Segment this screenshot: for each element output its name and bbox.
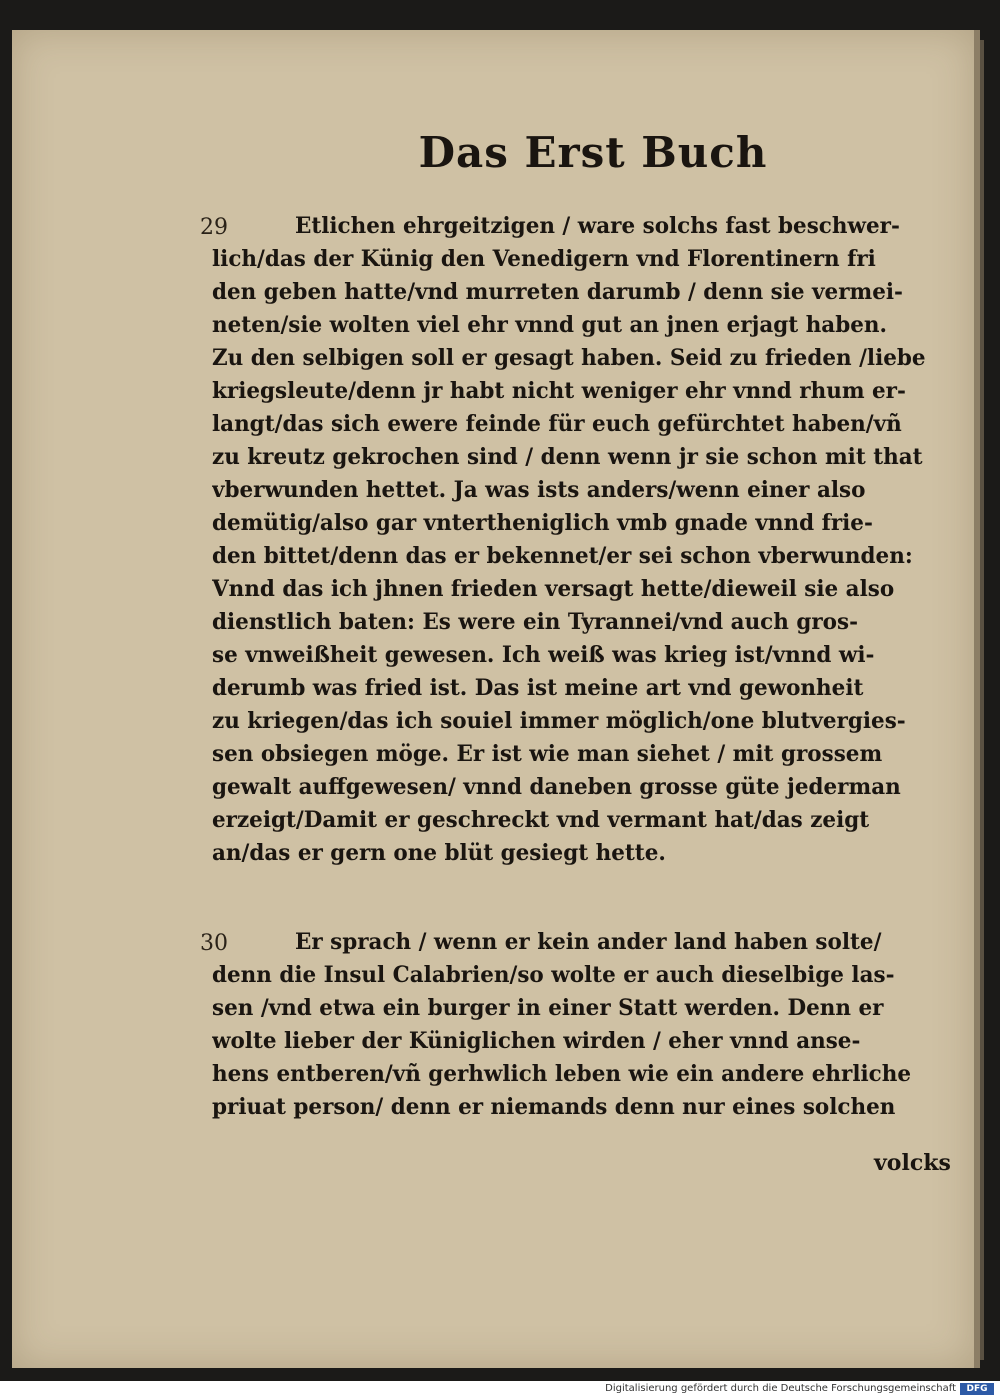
text-line: lich/das der Künig den Venedigern vnd Florentinern fri — [212, 246, 876, 272]
section-29 — [200, 210, 972, 870]
text-line: den geben hatte/vnd murreten darumb / denn sie vermei- — [212, 279, 903, 305]
catchword: volcks — [874, 1150, 951, 1176]
text-line: denn die Insul Calabrien/so wolte er auch dieselbige las- — [212, 962, 895, 988]
text-line: zu kreutz gekrochen sind / denn wenn jr sie schon mit that — [212, 444, 923, 470]
text-line: gewalt auffgewesen/ vnnd daneben grosse güte jederman — [212, 774, 901, 800]
footer-credit: Digitalisierung gefördert durch die Deutsche Forschungsgemeinschaft — [605, 1383, 956, 1394]
section-number: 30 — [200, 931, 228, 956]
text-line: wolte lieber der Küniglichen wirden / eher vnnd anse- — [212, 1028, 861, 1054]
text-line: se vnweißheit gewesen. Ich weiß was krieg ist/vnnd wi- — [212, 642, 875, 668]
page-heading: Das Erst Buch — [418, 128, 768, 177]
text-line: hens entberen/vñ gerhwlich leben wie ein andere ehrliche — [212, 1061, 912, 1087]
text-line: Er sprach / wenn er kein ander land haben solte/ — [294, 929, 882, 955]
text-line: neten/sie wolten viel ehr vnnd gut an jnen erjagt haben. — [212, 312, 887, 338]
section-30 — [200, 926, 972, 1124]
text-line: den bittet/denn das er bekennet/er sei schon vberwunden: — [212, 543, 913, 569]
text-line: demütig/also gar vntertheniglich vmb gnade vnnd frie- — [212, 510, 873, 536]
page-edge-shadow — [980, 40, 984, 1360]
text-line: an/das er gern one blüt gesiegt hette. — [212, 840, 666, 866]
text-line: dienstlich baten: Es were ein Tyrannei/vnd auch gros- — [212, 609, 858, 635]
text-line: priuat person/ denn er niemands denn nur eines solchen — [212, 1094, 896, 1120]
text-line: vberwunden hettet. Ja was ists anders/wenn einer also — [212, 477, 866, 503]
text-line: sen /vnd etwa ein burger in einer Statt werden. Denn er — [212, 995, 884, 1021]
text-line: kriegsleute/denn jr habt nicht weniger ehr vnnd rhum er- — [212, 378, 906, 404]
text-line: Zu den selbigen soll er gesagt haben. Seid zu frieden /liebe — [212, 345, 926, 371]
text-line: Vnnd das ich jhnen frieden versagt hette/dieweil sie also — [212, 576, 895, 602]
section-number: 29 — [200, 215, 228, 240]
book-page — [12, 30, 974, 1368]
text-line: zu kriegen/das ich souiel immer möglich/one blutvergies- — [212, 708, 906, 734]
text-line: erzeigt/Damit er geschreckt vnd vermant hat/das zeigt — [212, 807, 870, 833]
text-line: derumb was fried ist. Das ist meine art vnd gewonheit — [212, 675, 864, 701]
text-line: langt/das sich ewere feinde für euch gefürchtet haben/vñ — [212, 411, 902, 437]
text-line: sen obsiegen möge. Er ist wie man siehet / mit grossem — [212, 741, 883, 767]
text-line: Etlichen ehrgeitzigen / ware solchs fast beschwer- — [294, 213, 900, 239]
dfg-logo: DFG — [960, 1383, 994, 1395]
